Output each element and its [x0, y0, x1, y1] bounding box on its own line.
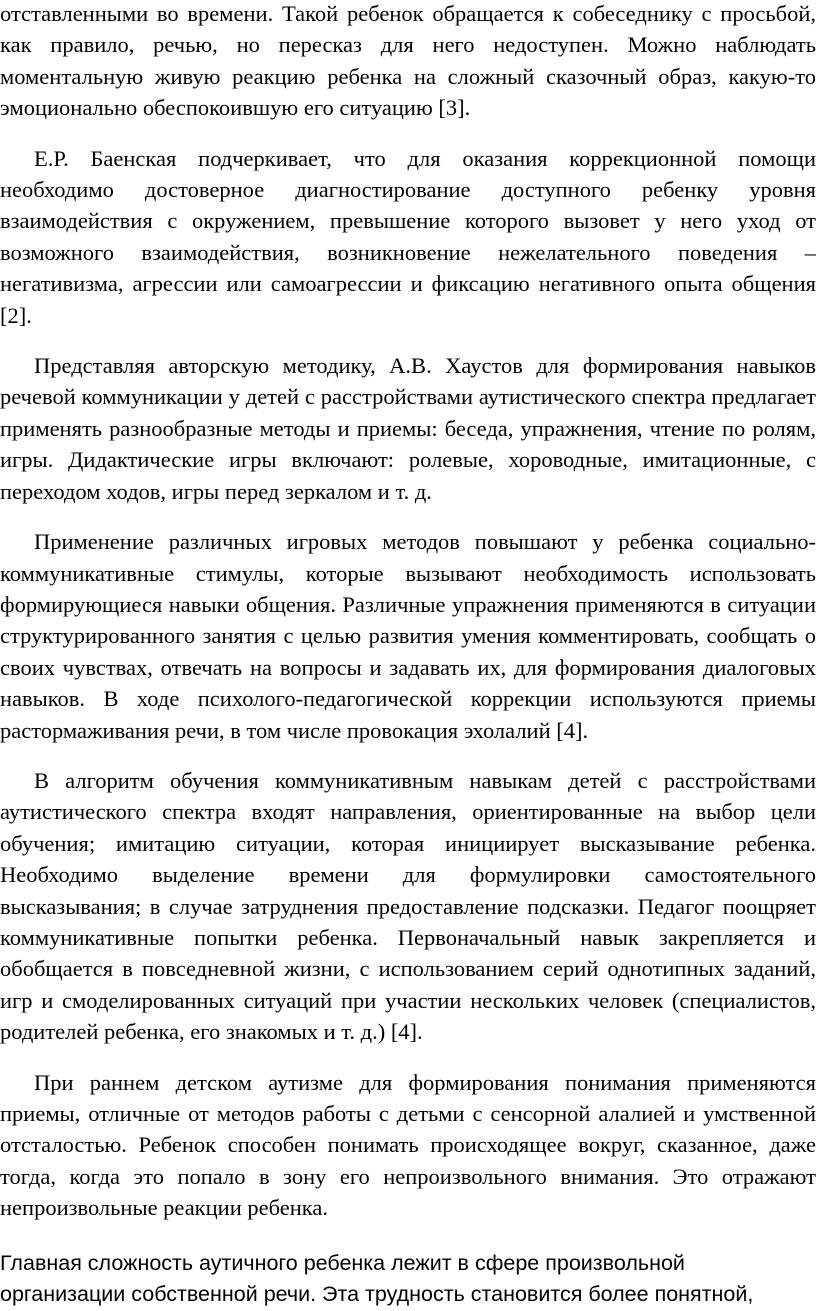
- paragraph-7: Главная сложность аутичного ребенка лежит в сфере произвольной организации собственной речи. Эта трудность становится более понятной,: [0, 1250, 754, 1307]
- paragraph-4: Применение различных игровых методов повышают у ребенка социально-коммуникативные стимулы, которые вызывают необходимость использовать формирующиеся навыки общения. Различные упражнения применяются в ситуации структурированного занятия с целью развития умения комментировать, сообщать о своих чувствах, отвечать на вопросы и задавать их, для формирования диалоговых навыков. В ходе психолого-педагогической коррекции используются приемы растормаживания речи, в том числе провокация эхолалий [4].: [0, 529, 816, 743]
- paragraph-5: В алгоритм обучения коммуникативным навыкам детей с расстройствами аутистического спектра входят направления, ориентированные на выбор цели обучения; имитацию ситуации, которая инициирует высказывание ребенка. Необходимо выделение времени для формулировки самостоятельного высказывания; в случае затруднения предоставление подсказки. Педагог поощряет коммуникативные попытки ребенка. Первоначальный навык закрепляется и обобщается в повседневной жизни, с использованием серий однотипных заданий, игр и смоделированных ситуаций при участии нескольких человек (специалистов, родителей ребенка, его знакомых и т. д.) [4].: [0, 767, 816, 1045]
- paragraph-1: отставленными во времени. Такой ребенок обращается к собеседнику с просьбой, как правило, речью, но пересказ для него недоступен. Можно наблюдать моментальную живую реакцию ребенка на сложный сказочный образ, какую-то эмоционально обеспокоившую его ситуацию [3].: [0, 1, 816, 121]
- paragraph-6: При раннем детском аутизме для формирования понимания применяются приемы, отличные от методов работы с детьми с сенсорной алалией и умственной отсталостью. Ребенок способен понимать происходящее вокруг, сказанное, даже тогда, когда это попало в зону его непроизвольного внимания. Это отражают непроизвольные реакции ребенка.: [0, 1069, 816, 1221]
- paragraph-2: Е.Р. Баенская подчеркивает, что для оказания коррекционной помощи необходимо достоверное диагностирование доступного ребенку уровня взаимодействия с окружением, превышение которого вызовет у него уход от возможного взаимодействия, возникновение нежелательного поведения – негативизма, агрессии или самоагрессии и фиксацию негативного опыта общения [2].: [0, 145, 816, 328]
- paragraph-3: Представляя авторскую методику, А.В. Хаустов для формирования навыков речевой коммуникации у детей с расстройствами аутистического спектра предлагает применять разнообразные методы и приемы: беседа, упражнения, чтение по ролям, игры. Дидактические игры включают: ролевые, хороводные, имитационные, с переходом ходов, игры перед зеркалом и т. д.: [0, 353, 816, 504]
